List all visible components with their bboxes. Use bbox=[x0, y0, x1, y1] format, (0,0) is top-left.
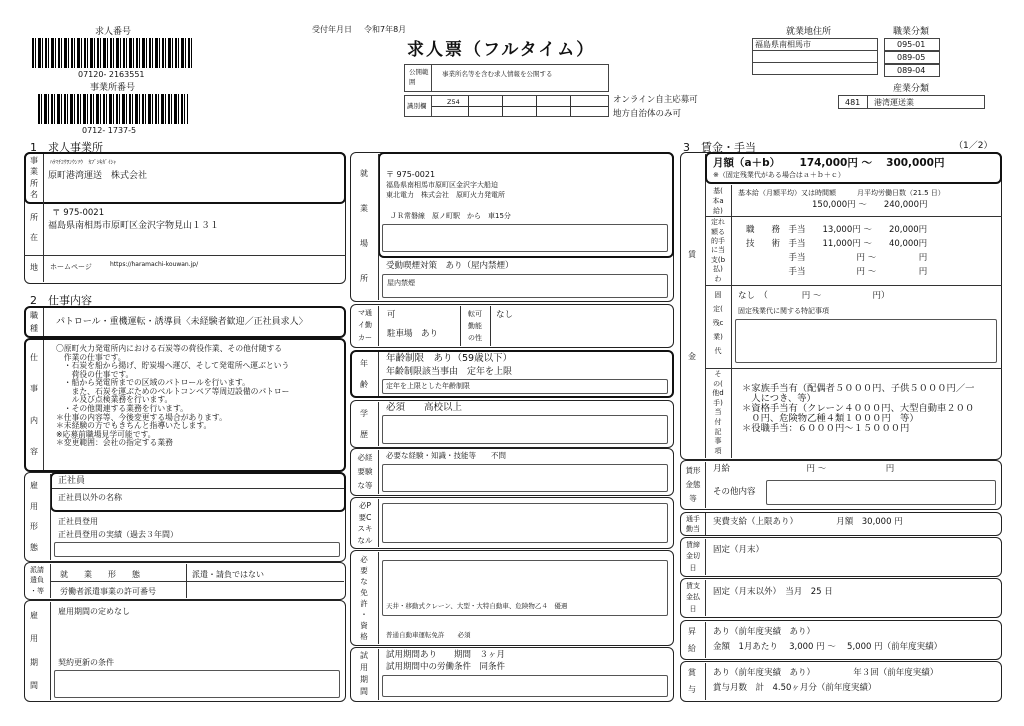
job-title: パトロール・重機運転・誘導員〈未経験者歓迎／正社員求人〉 bbox=[56, 317, 308, 327]
license-required: 普通自動車運転免許 必須 bbox=[386, 631, 471, 639]
education-label: 学 歴 bbox=[360, 408, 368, 439]
promotion-record-box bbox=[54, 542, 340, 557]
publish-label-cell bbox=[404, 64, 432, 92]
occupation-code: 089-05 bbox=[897, 53, 926, 62]
id-label-cell bbox=[404, 95, 432, 117]
payday-label: 賃支 金払 日 bbox=[686, 582, 700, 613]
job-number-label: 求人番号 bbox=[95, 27, 132, 37]
workplace-access-box bbox=[382, 224, 668, 252]
workplace-company: 東北電力 株式会社 原町火力発電所 bbox=[386, 191, 505, 199]
employment-type-box bbox=[50, 472, 346, 512]
commute-label: マ通 イ勤 カー bbox=[358, 308, 372, 343]
pc-skill-label: 必P 要C スキ なル bbox=[357, 501, 373, 545]
received-date: 令和7年8月 bbox=[364, 25, 407, 34]
raise-label: 昇 給 bbox=[688, 626, 696, 653]
online-note-2: 地方自治体のみ可 bbox=[613, 109, 682, 119]
closing-day-box bbox=[680, 537, 1002, 577]
industry-name: 港湾運送業 bbox=[874, 98, 914, 107]
section-2-heading: 2 仕事内容 bbox=[30, 294, 92, 307]
age-note: 定年を上限とした年齢制限 bbox=[386, 382, 470, 390]
wage-form-other-box bbox=[766, 480, 996, 505]
bonus-amount: 賞与月数 計 4.50ヶ月分（前年度実績） bbox=[713, 683, 877, 693]
base-wage-value: 150,000円 〜 240,000円 bbox=[812, 200, 928, 210]
overtime-note-label: 固定残業代に関する特記事項 bbox=[738, 307, 829, 315]
address-label-2: 地 bbox=[30, 263, 38, 272]
id-value-cell bbox=[431, 95, 609, 117]
dispatch-value: 派遣・請負ではない bbox=[192, 570, 264, 579]
publish-value-cell bbox=[431, 64, 609, 92]
company-kana: ﾊﾗﾏﾁｺｳﾜﾝｳﾝｿｳ ｶﾌﾞｼｷｶﾞｲｼｬ bbox=[50, 160, 117, 166]
work-location-label: 就業地住所 bbox=[786, 27, 832, 37]
homepage-link[interactable]: https://haramachi-kouwan.jp/ bbox=[110, 261, 199, 268]
office-number-barcode bbox=[38, 94, 188, 124]
smoking-detail: 屋内禁煙 bbox=[387, 279, 415, 287]
monthly-note: ※（固定残業代がある場合はａ＋ｂ＋ｃ） bbox=[713, 171, 845, 179]
trial-label: 試 用 期 間 bbox=[360, 651, 368, 696]
trial-value: 試用期間あり 期間 ３ヶ月 bbox=[386, 650, 506, 660]
experience-detail-box bbox=[382, 464, 668, 492]
work-location: 福島県南相馬市 bbox=[755, 40, 811, 49]
commute-value: 可 bbox=[387, 310, 396, 320]
transfer-value: なし bbox=[496, 310, 514, 320]
overtime-note-box bbox=[735, 319, 997, 363]
dispatch-form-label: 就 業 形 態 bbox=[60, 570, 140, 579]
bonus-value: あり（前年度実績 あり） 年３回（前年度実績） bbox=[713, 668, 939, 678]
company-address: 福島県南相馬市原町区金沢字物見山１３１ bbox=[48, 221, 220, 231]
renewal-box bbox=[54, 670, 340, 698]
parking-label: 駐車場 あり bbox=[387, 329, 439, 339]
company-postal: 〒 975-0021 bbox=[52, 208, 105, 218]
workplace-label: 就 業 場 所 bbox=[360, 168, 368, 283]
promotion-record: 正社員登用の実績（過去３年間） bbox=[58, 530, 178, 539]
payday-box bbox=[680, 578, 1002, 618]
commute-allowance-label: 通手 勤当 bbox=[686, 514, 700, 533]
overtime-value: なし （ 円 〜 円） bbox=[738, 291, 890, 301]
renewal-label: 契約更新の条件 bbox=[58, 658, 114, 667]
duties-label: 仕 事 内 容 bbox=[30, 352, 38, 457]
dispatch-label: 派請 遣負 ・等 bbox=[30, 565, 44, 596]
age-label: 年 齢 bbox=[360, 358, 368, 389]
publish-label: 公開範囲 bbox=[409, 68, 429, 86]
industry-name-cell bbox=[867, 95, 985, 109]
duties-text: 〇原町火力発電所内における石炭等の荷役作業、その他付随する 作業の仕事です。 ・石炭を船から揚げ、貯炭場へ運び、そして発電所へ運ぶという 荷役の仕事です。 ・船から発電所までの区域のパトロールを行います。 また、石炭を運ぶためのベルトコンベア等周辺設備のパトロー ル及び点検業務を行います。 ・その他関連する業務を行います。 ＊仕事の内容等、今後変更する場合があります。 ＊未経験の方でもきちんと指導いたします。 ※応募前職場見学可能です。 ＊変更範囲：会社の指定する業務 bbox=[56, 344, 290, 448]
office-number-label: 事業所番号 bbox=[90, 83, 136, 93]
occupation-code: 095-01 bbox=[897, 40, 926, 49]
experience-value: 必要な経験・知識・技能等 不問 bbox=[386, 451, 506, 460]
industry-code-cell bbox=[838, 95, 868, 109]
wage-form-other: その他内容 bbox=[713, 487, 756, 497]
license-label: 必 要 な 免 許 ・ 資 格 bbox=[360, 554, 368, 641]
work-location-cell-3 bbox=[752, 62, 878, 75]
age-note-box bbox=[382, 379, 668, 394]
education-detail-box bbox=[382, 415, 668, 444]
workplace-access: ＪＲ常磐線 原ノ町駅 から 車15分 bbox=[390, 212, 511, 220]
section-3-heading: 3 賃金・手当 bbox=[683, 141, 756, 154]
office-number: 0712- 1737-5 bbox=[82, 126, 137, 135]
base-label: 基( 本a 給) bbox=[712, 186, 724, 215]
wage-form-value: 月給 円 〜 円 bbox=[713, 464, 895, 474]
fixed-allowance-label: 定れ 額る 的手 に当 支(b 払) わ bbox=[710, 218, 726, 283]
allowance-row: 技 術 手当 11,000円 〜 40,000円 bbox=[746, 239, 928, 249]
id-value: Z54 bbox=[447, 98, 460, 106]
employment-label: 雇 用 形 態 bbox=[30, 481, 38, 552]
closing-day-label: 賃締 金切 日 bbox=[686, 541, 700, 572]
bonus-label: 賞 与 bbox=[688, 667, 696, 695]
age-reason: 年齢制限該当事由 定年を上限 bbox=[386, 367, 513, 377]
age-limit: 年齢制限 あり（59歳以下） bbox=[386, 353, 513, 364]
pc-skill-detail-box bbox=[382, 503, 668, 543]
occupation-code: 089-04 bbox=[897, 66, 926, 75]
raise-value: あり（前年度実績 あり） bbox=[713, 627, 816, 637]
period-value: 雇用期間の定めなし bbox=[58, 607, 130, 616]
workplace-address: 福島県南相馬市原町区金沢字大船迫 bbox=[386, 181, 498, 189]
occupation-code-cell-3 bbox=[884, 64, 940, 77]
workplace-postal: 〒 975-0021 bbox=[386, 170, 436, 179]
wage-label: 賃 金 bbox=[688, 249, 696, 362]
trial-detail-box bbox=[382, 675, 668, 697]
publish-value: 事業所名等を含む求人情報を公開する bbox=[442, 70, 553, 78]
company-label: 事 業 所 名 bbox=[30, 155, 38, 200]
raise-amount: 金額 1月あたり 3,000 円 〜 5,000 円（前年度実績） bbox=[713, 642, 943, 652]
smoking-label: 受動喫煙対策 あり（屋内禁煙） bbox=[386, 261, 514, 271]
payday-value: 固定（月末以外） 当月 25 日 bbox=[713, 587, 833, 597]
allowance-row: 手当 円 〜 円 bbox=[746, 267, 928, 277]
wage-form-label: 賃形 金態 等 bbox=[685, 466, 701, 504]
period-label: 雇 用 期 間 bbox=[30, 610, 38, 691]
occupation-code-cell-1 bbox=[884, 38, 940, 51]
page-title: 求人票（フルタイム） bbox=[407, 40, 596, 60]
occupation-code-cell-2 bbox=[884, 51, 940, 64]
id-label: 識別欄 bbox=[407, 102, 427, 110]
commute-allowance-value: 実費支給（上限あり） 月額 30,000 円 bbox=[713, 517, 903, 527]
page-indicator: （1／2） bbox=[954, 141, 993, 151]
employment-other-label: 正社員以外の名称 bbox=[58, 493, 122, 502]
base-wage-label: 基本給（月額平均）又は時間額 月平均労働日数（21.5 日） bbox=[738, 189, 945, 197]
company-name: 原町港湾運送 株式会社 bbox=[48, 171, 148, 181]
license-preferred-box bbox=[382, 560, 668, 616]
occupation-label: 職業分類 bbox=[893, 27, 930, 37]
allowance-row: 手当 円 〜 円 bbox=[746, 253, 928, 263]
experience-label: 必経 要験 な等 bbox=[357, 453, 373, 491]
job-title-label: 職 種 bbox=[30, 310, 38, 333]
transfer-label: 転可 勤能 の性 bbox=[468, 309, 482, 342]
industry-code: 481 bbox=[845, 98, 861, 107]
smoking-detail-box bbox=[382, 274, 668, 298]
closing-day-value: 固定（月末） bbox=[713, 545, 765, 555]
promotion-label: 正社員登用 bbox=[58, 517, 98, 526]
employment-type: 正社員 bbox=[58, 476, 86, 486]
homepage-label: ホームページ bbox=[50, 263, 92, 271]
trial-conditions: 試用期間中の労働条件 同条件 bbox=[386, 662, 506, 672]
dispatch-permit-label: 労働者派遣事業の許可番号 bbox=[60, 587, 156, 596]
received-date-label: 受付年月日 bbox=[312, 25, 352, 34]
education-value: 必須 高校以上 bbox=[386, 402, 463, 413]
other-allowance-label: そ の( 他d 手) 当 付 記 事 項 bbox=[712, 370, 724, 455]
job-number-barcode bbox=[32, 38, 192, 68]
overtime-label: 固 定( 残c 業) 代 bbox=[712, 290, 724, 355]
section-1-heading: 1 求人事業所 bbox=[30, 141, 103, 154]
raise-box bbox=[680, 620, 1002, 660]
allowance-row: 職 務 手当 13,000円 〜 20,000円 bbox=[746, 225, 928, 235]
online-note-1: オンライン自主応募可 bbox=[613, 95, 698, 105]
job-number: 07120- 2163551 bbox=[78, 70, 145, 79]
monthly-wage: 月額（a＋b） 174,000円 〜 300,000円 bbox=[713, 157, 945, 169]
industry-label: 産業分類 bbox=[893, 84, 930, 94]
other-allowances: ＊家族手当有（配偶者５０００円、子供５０００円／一 人につき、等） ＊資格手当有（クレーン４０００円、大型自動車２００ ０円、危険物乙種４類１０００円 等） ＊役職手当：６０００円〜１５０００円 bbox=[742, 383, 975, 435]
license-preferred: 天井・移動式クレーン、大型・大特自動車、危険物乙４ 優遇 bbox=[386, 602, 568, 610]
address-label: 所 在 bbox=[30, 213, 38, 242]
